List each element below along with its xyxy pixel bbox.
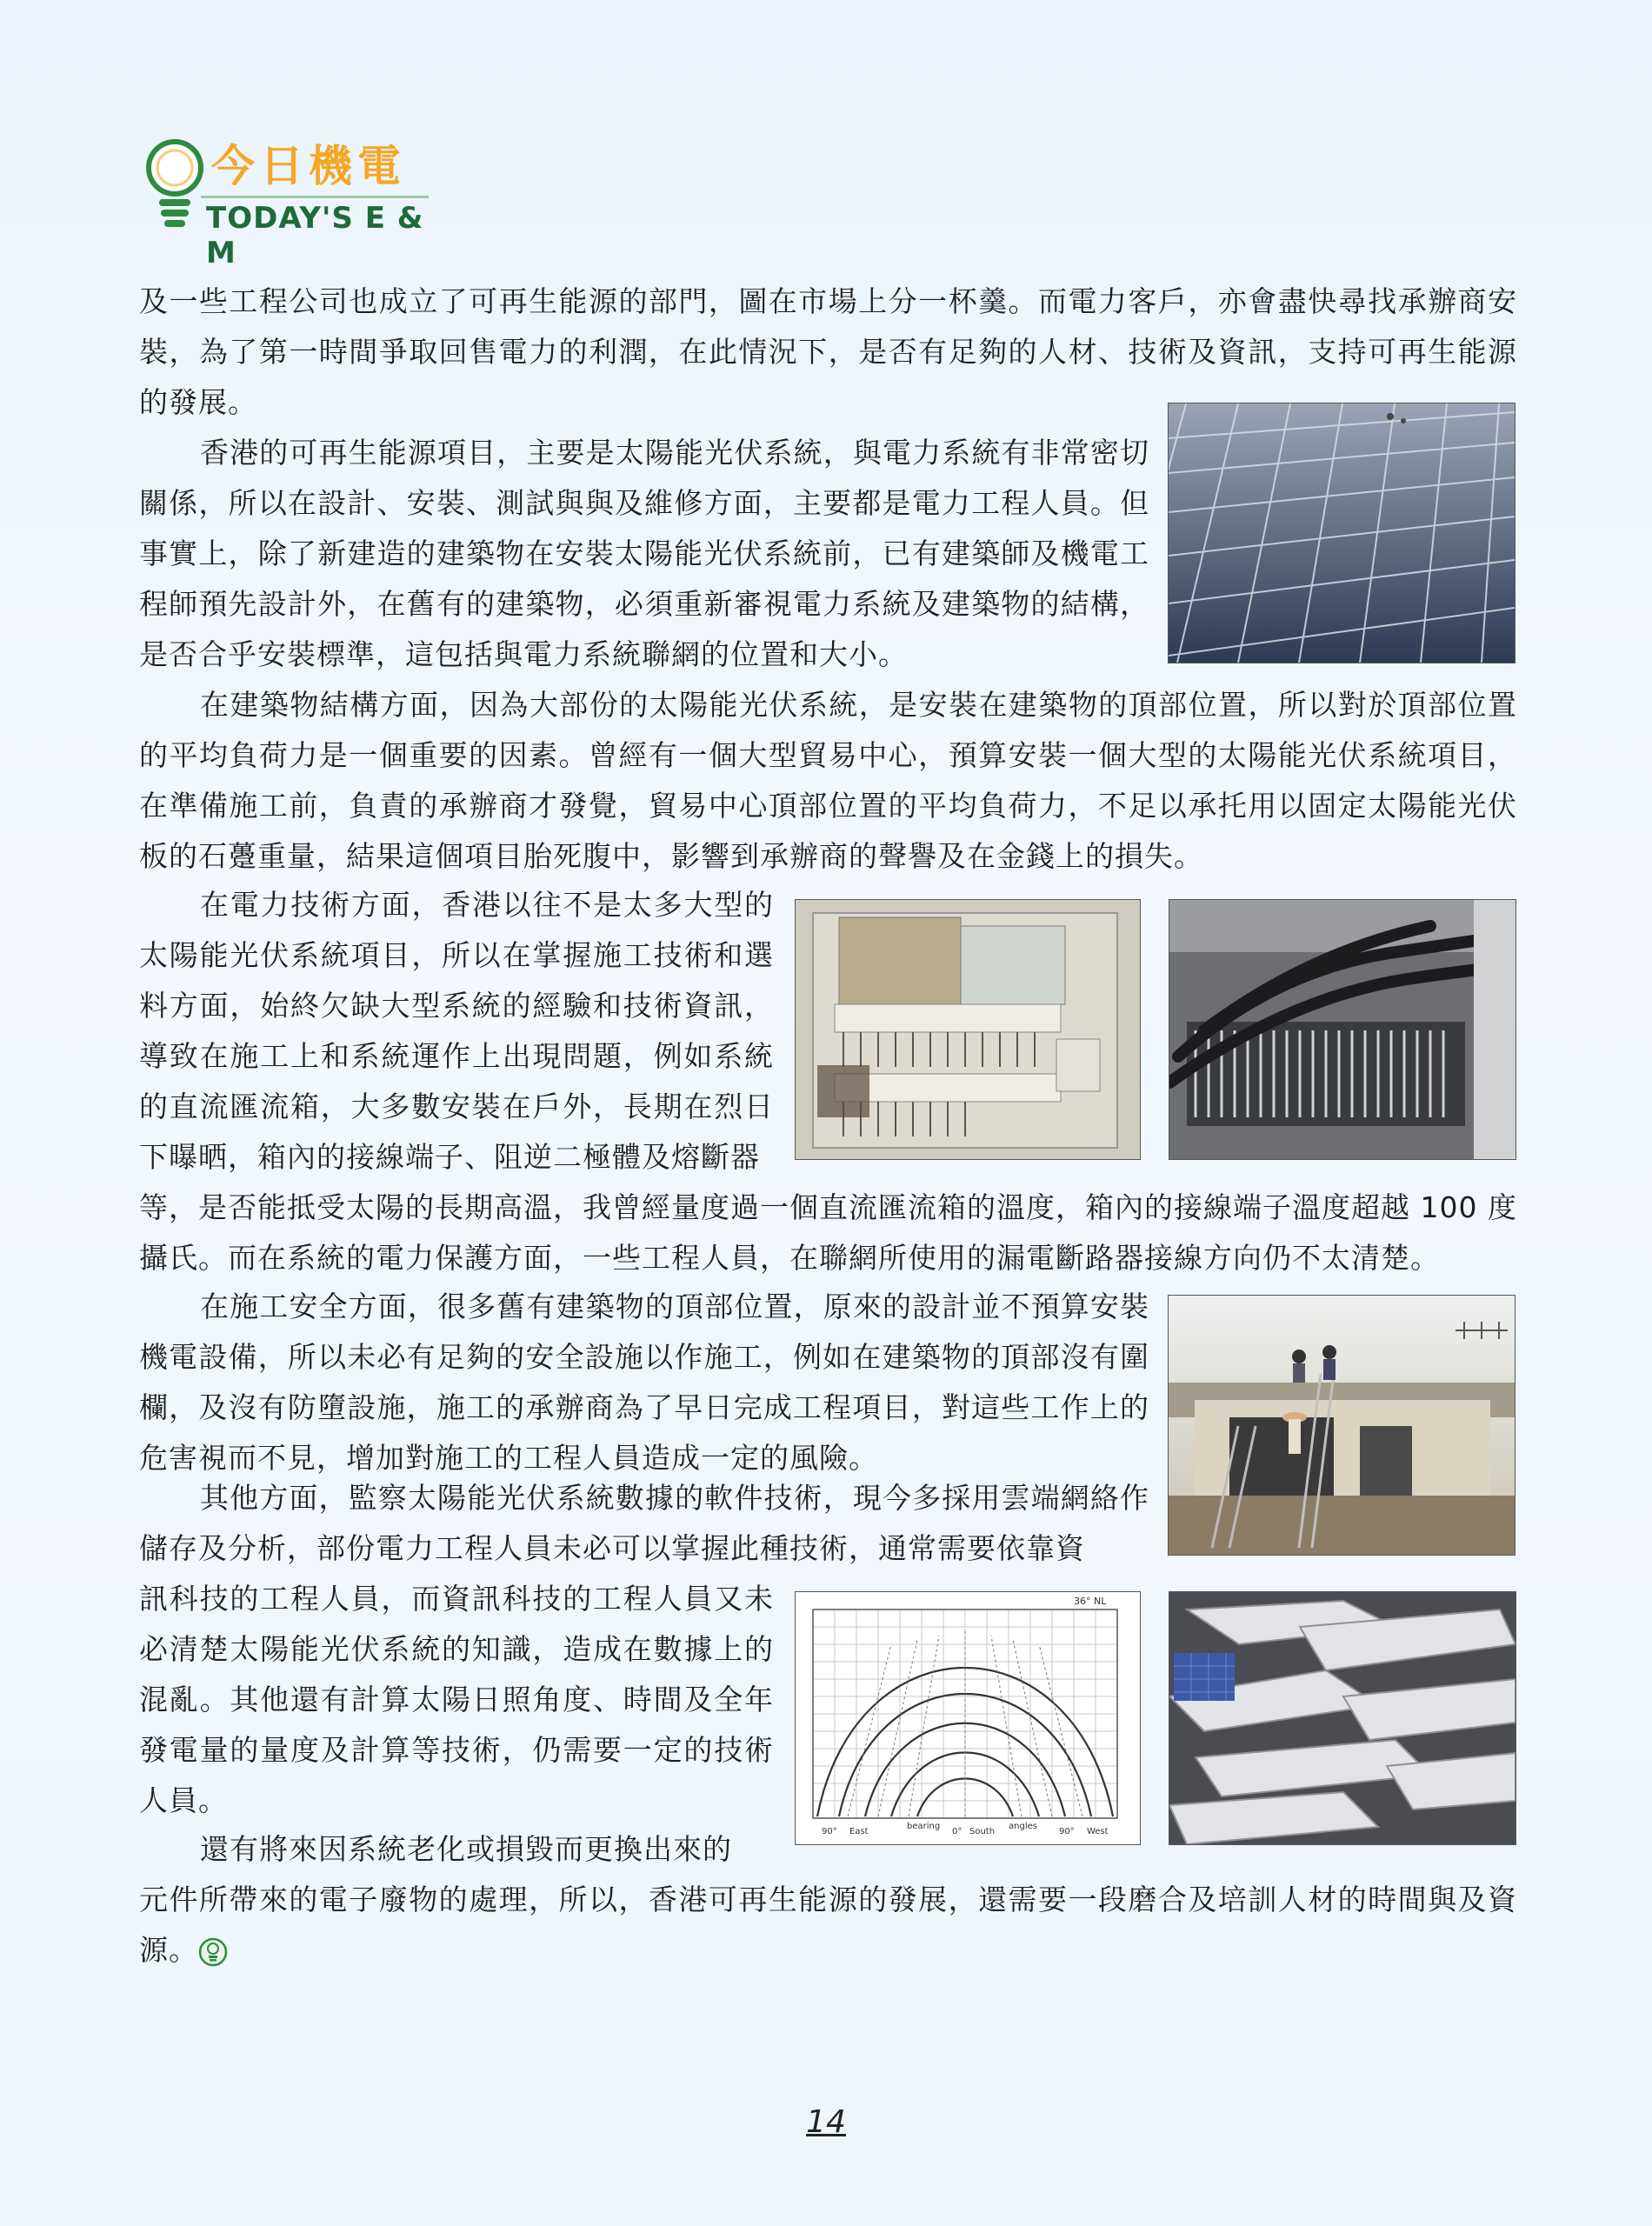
paragraph-electronic-waste-text: 元件所帶來的電子廢物的處理，所以，香港可再生能源的發展，還需要一段磨合及培訓人材的時間與及資源。 xyxy=(139,1883,1517,1967)
paragraph-intro: 及一些工程公司也成立了可再生能源的部門，圖在市場上分一杯羹。而電力客戶，亦會盡快尋找承辦商安裝，為了第一時間爭取回售電力的利潤，在此情況下，是否有足夠的人材、技術及資訊，支持可再生能源的發展。 xyxy=(139,284,1517,419)
logo-title: 今日機電 xyxy=(211,141,406,191)
sun-chart-south-angle: 0° xyxy=(952,1827,963,1836)
paragraph-electronic-waste: 還有將來因系統老化或損毀而更換出來的 xyxy=(200,1832,732,1866)
sun-chart-angles-label: angles xyxy=(1009,1822,1037,1831)
logo-subtitle: TODAY'S E & M xyxy=(206,201,424,270)
sun-chart-east-angle: 90° xyxy=(822,1827,837,1836)
solar-panel-array-photo xyxy=(1168,403,1515,663)
article-end-icon xyxy=(198,1937,228,1967)
sun-chart-west-angle: 90° xyxy=(1059,1827,1075,1836)
magazine-logo xyxy=(143,135,430,270)
burnt-cables-photo xyxy=(1169,899,1516,1160)
sun-chart-south-label: South xyxy=(969,1827,996,1836)
sun-chart-latitude: 36° NL xyxy=(1074,1596,1107,1607)
lightbulb-icon xyxy=(143,135,206,239)
paragraph-other-aspects-continued: 訊科技的工程人員，而資訊科技的工程人員又未必清楚太陽能光伏系統的知識，造成在數據上的混亂。其他還有計算太陽日照角度、時間及全年發電量的量度及計算等技術，仍需要一定的技術人員。 xyxy=(139,1582,774,1817)
paragraph-other-aspects: 其他方面，監察太陽能光伏系統數據的軟件技術，現今多採用雲端網絡作儲存及分析，部份電力工程人員未必可以掌握此種技術，通常需要依靠資 xyxy=(139,1481,1149,1565)
sun-path-diagram xyxy=(795,1591,1141,1845)
paragraph-electrical-technology: 在電力技術方面，香港以往不是太多大型的太陽能光伏系統項目，所以在掌握施工技術和選料方面，始終欠缺大型系統的經驗和技術資訊，導致在施工上和系統運作上出現問題，例如系統的直流匯流箱，大多數安裝在戶外，長期在烈日下曝晒，箱內的接線端子、阻逆二極體及熔斷器 xyxy=(139,888,774,1174)
sun-chart-west-label: West xyxy=(1087,1827,1109,1836)
discarded-panels-photo xyxy=(1169,1591,1516,1845)
sun-chart-bearing-label: bearing xyxy=(907,1822,941,1831)
paragraph-building-structure: 在建築物結構方面，因為大部份的太陽能光伏系統，是安裝在建築物的頂部位置，所以對於頂部位置的平均負荷力是一個重要的因素。曾經有一個大型貿易中心，預算安裝一個大型的太陽能光伏系統項目，在準備施工前，負責的承辦商才發覺，貿易中心頂部位置的平均負荷力，不足以承托用以固定太陽能光伏板的石躉重量，結果這個項目胎死腹中，影響到承辦商的聲譽及在金錢上的損失。 xyxy=(139,688,1517,873)
page-number: 14 xyxy=(806,2104,846,2140)
rooftop-workers-photo xyxy=(1168,1295,1515,1556)
combiner-box-photo xyxy=(795,899,1141,1160)
paragraph-electrical-technology-continued: 等，是否能抵受太陽的長期高溫，我曾經量度過一個直流匯流箱的溫度，箱內的接線端子溫度超越 100 度攝氏。而在系統的電力保護方面，一些工程人員，在聯網所使用的漏電斷路器接線方向仍不太清楚。 xyxy=(139,1190,1517,1275)
paragraph-renewable-projects: 香港的可再生能源項目，主要是太陽能光伏系統，與電力系統有非常密切關係，所以在設計、安裝、測試與與及維修方面，主要都是電力工程人員。但事實上，除了新建造的建築物在安裝太陽能光伏系統前，已有建築師及機電工程師預先設計外，在舊有的建築物，必須重新審視電力系統及建築物的結構，是否合乎安裝標準，這包括與電力系統聯網的位置和大小。 xyxy=(139,436,1149,671)
sun-chart-east-label: East xyxy=(849,1827,869,1836)
paragraph-construction-safety: 在施工安全方面，很多舊有建築物的頂部位置，原來的設計並不預算安裝機電設備，所以未必有足夠的安全設施以作施工，例如在建築物的頂部沒有圍欄，及沒有防墮設施，施工的承辦商為了早日完成工程項目，對這些工作上的危害視而不見，增加對施工的工程人員造成一定的風險。 xyxy=(139,1290,1149,1475)
paragraph-electronic-waste-continued xyxy=(139,1875,1517,1976)
logo-divider xyxy=(201,196,429,198)
